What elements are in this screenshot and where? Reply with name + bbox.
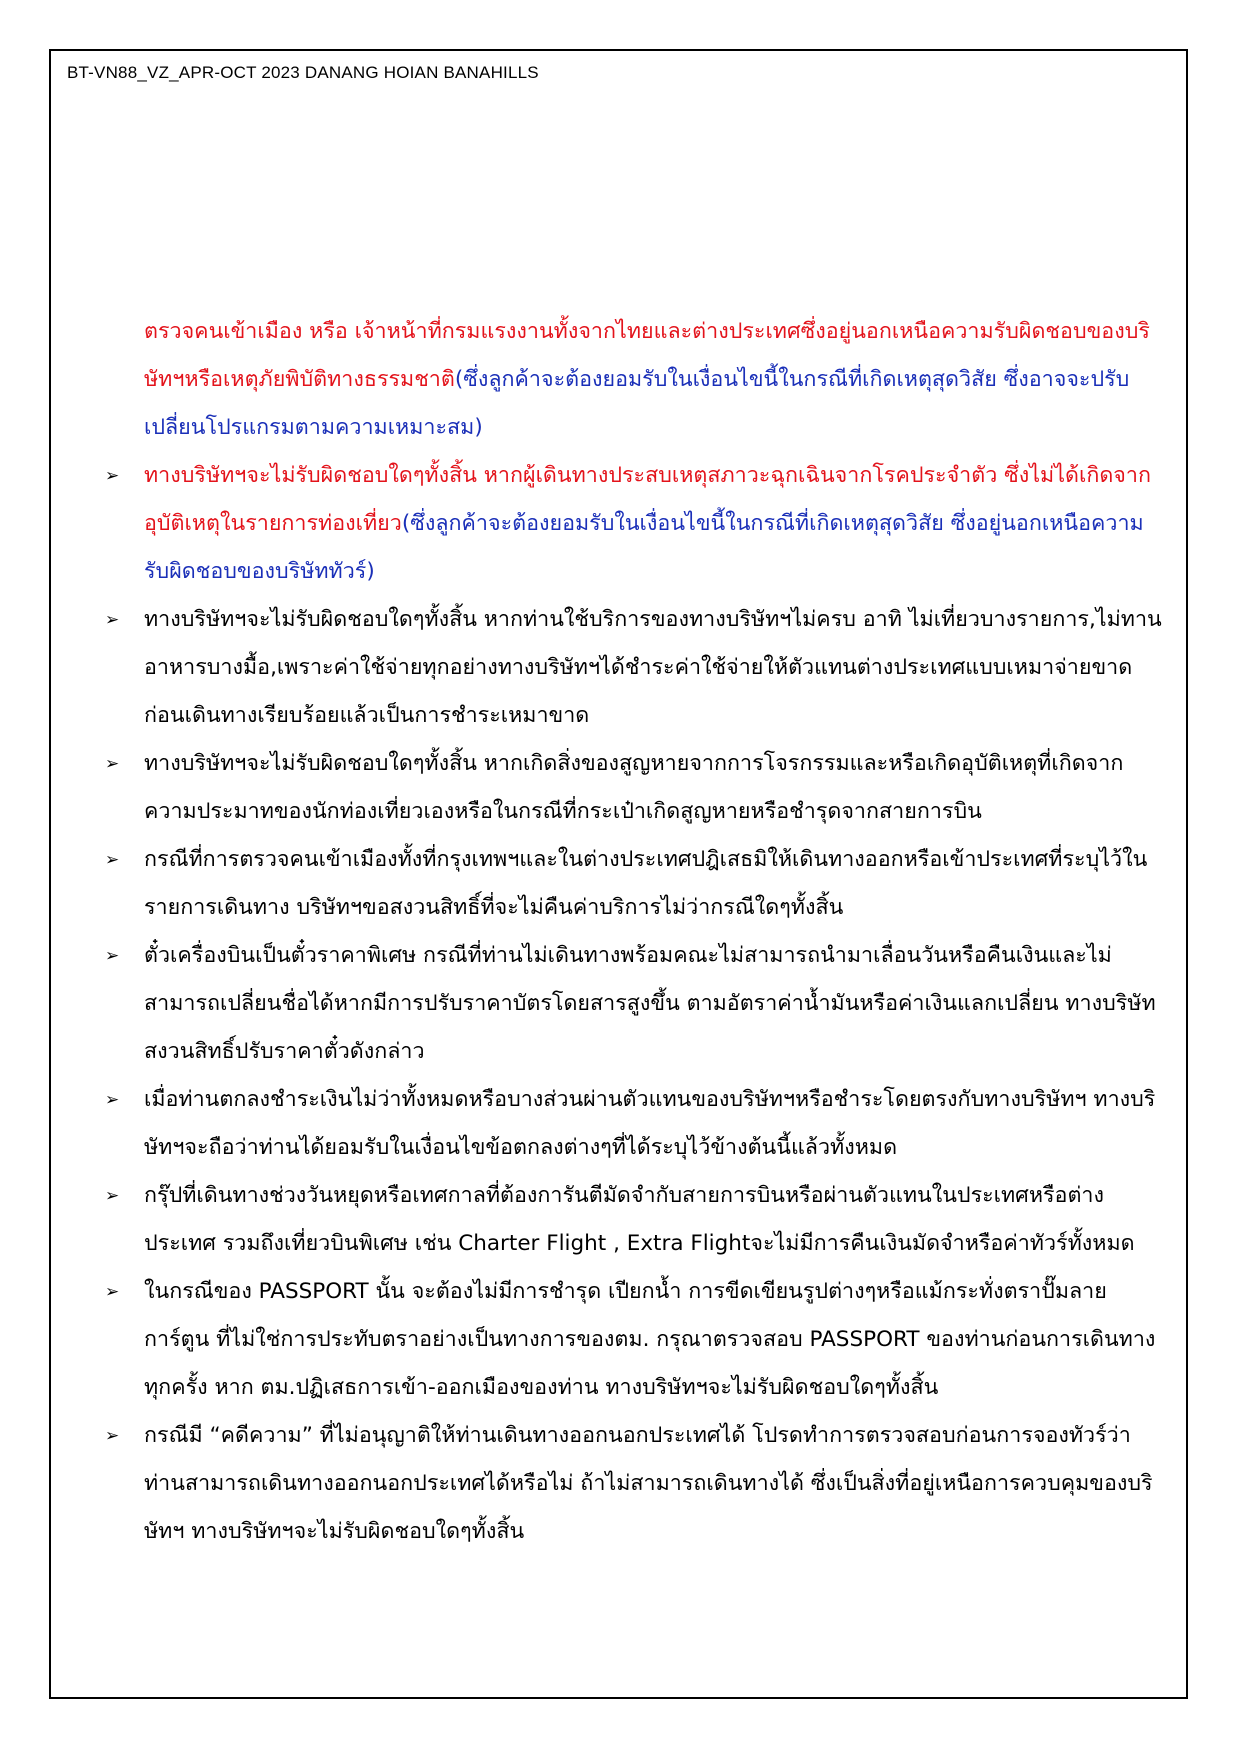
term-item-text — [144, 1412, 1168, 1556]
term-item — [103, 932, 1168, 1076]
term-item-text — [144, 932, 1168, 1076]
document-header-code: BT-VN88_VZ_APR-OCT 2023 DANANG HOIAN BANAHILLS — [67, 63, 539, 82]
term-item-text — [144, 740, 1168, 836]
term-item-plain-text: กรณีที่การตรวจคนเข้าเมืองทั้งที่กรุงเทพฯและในต่างประเทศปฎิเสธมิให้เดินทางออกหรือเข้าประเทศที่ระบุไว้ในรายการเดินทาง บริษัทฯขอสงวนสิทธิ์ที่จะไม่คืนค่าบริการไม่ว่ากรณีใดๆทั้งสิ้น — [144, 847, 1148, 920]
term-item-text — [144, 596, 1168, 740]
term-item-plain-text: ทางบริษัทฯจะไม่รับผิดชอบใดๆทั้งสิ้น หากเกิดสิ่งของสูญหายจากการโจรกรรมและหรือเกิดอุบัติเหตุที่เกิดจากความประมาทของนักท่องเที่ยวเองหรือในกรณีที่กระเป๋าเกิดสูญหายหรือชำรุดจากสายการบิน — [144, 751, 1124, 824]
intro-blue-text: (ซึ่งลูกค้าจะต้องยอมรับในเงื่อนไขนี้ในกรณีที่เกิดเหตุสุดวิสัย ซึ่งอาจจะปรับเปลี่ยนโปรแกรมตามความเหมาะสม) — [144, 367, 1130, 440]
term-item — [103, 1412, 1168, 1556]
term-item-plain-text: เมื่อท่านตกลงชำระเงินไม่ว่าทั้งหมดหรือบางส่วนผ่านตัวแทนของบริษัทฯหรือชำระโดยตรงกับทางบริษัทฯ ทางบริษัทฯจะถือว่าท่านได้ยอมรับในเงื่อนไขข้อตกลงต่างๆที่ได้ระบุไว้ข้างต้นนี้แล้วทั้งหมด — [144, 1087, 1156, 1160]
arrow-bullet-icon: ➢ — [105, 850, 120, 870]
term-item-text — [144, 1076, 1168, 1172]
term-item-text — [144, 836, 1168, 932]
intro-red-text: ตรวจคนเข้าเมือง หรือ เจ้าหน้าที่กรมแรงงานทั้งจากไทยและต่างประเทศซึ่งอยู่นอกเหนือความรับผิดชอบของบริษัทฯหรือเหตุภัยพิบัติทางธรรมชาติ — [144, 319, 1150, 392]
term-item-blue-text: (ซึ่งลูกค้าจะต้องยอมรับในเงื่อนไขนี้ในกรณีที่เกิดเหตุสุดวิสัย ซึ่งอยู่นอกเหนือความรับผิดชอบของบริษัททัวร์) — [144, 511, 1144, 584]
term-item — [103, 1076, 1168, 1172]
arrow-bullet-icon: ➢ — [105, 754, 120, 774]
term-item-plain-text: ทางบริษัทฯจะไม่รับผิดชอบใดๆทั้งสิ้น หากท่านใช้บริการของทางบริษัทฯไม่ครบ อาทิ ไม่เที่ยวบางรายการ,ไม่ทานอาหารบางมื้อ,เพราะค่าใช้จ่ายทุกอย่างทางบริษัทฯได้ชำระค่าใช้จ่ายให้ตัวแทนต่างประเทศแบบเหมาจ่ายขาด ก่อนเดินทางเรียบร้อยแล้วเป็นการชำระเหมาขาด — [144, 607, 1162, 728]
arrow-bullet-icon: ➢ — [105, 1090, 120, 1110]
term-item — [103, 1268, 1168, 1412]
terms-bullet-list — [103, 452, 1168, 1556]
term-item-text — [144, 1268, 1168, 1412]
intro-paragraph — [144, 308, 1168, 452]
term-item-plain-text: กรุ๊ปที่เดินทางช่วงวันหยุดหรือเทศกาลที่ต้องการันตีมัดจำกับสายการบินหรือผ่านตัวแทนในประเทศหรือต่างประเทศ รวมถึงเที่ยวบินพิเศษ เช่น Charter Flight , Extra Flightจะไม่มีการคืนเงินมัดจำหรือค่าทัวร์ทั้งหมด — [144, 1183, 1135, 1256]
arrow-bullet-icon: ➢ — [105, 610, 120, 630]
arrow-bullet-icon: ➢ — [105, 946, 120, 966]
term-item — [103, 740, 1168, 836]
terms-content — [103, 308, 1168, 1556]
term-item — [103, 836, 1168, 932]
term-item-plain-text: ในกรณีของ PASSPORT นั้น จะต้องไม่มีการชำรุด เปียกน้ำ การขีดเขียนรูปต่างๆหรือแม้กระทั่งตราปั๊มลายการ์ตูน ที่ไม่ใช่การประทับตราอย่างเป็นทางการของตม. กรุณาตรวจสอบ PASSPORT ของท่านก่อนการเดินทางทุกครั้ง หาก ตม.ปฏิเสธการเข้า-ออกเมืองของท่าน ทางบริษัทฯจะไม่รับผิดชอบใดๆทั้งสิ้น — [144, 1279, 1156, 1400]
term-item-plain-text: กรณีมี “คดีความ” ที่ไม่อนุญาติให้ท่านเดินทางออกนอกประเทศได้ โปรดทำการตรวจสอบก่อนการจองทัวร์ว่าท่านสามารถเดินทางออกนอกประเทศได้หรือไม่ ถ้าไม่สามารถเดินทางได้ ซึ่งเป็นสิ่งที่อยู่เหนือการควบคุมของบริษัทฯ ทางบริษัทฯจะไม่รับผิดชอบใดๆทั้งสิ้น — [144, 1423, 1153, 1544]
arrow-bullet-icon: ➢ — [105, 1282, 120, 1302]
term-item-text — [144, 1172, 1168, 1268]
term-item — [103, 1172, 1168, 1268]
page-frame — [49, 49, 1188, 1699]
arrow-bullet-icon: ➢ — [105, 1426, 120, 1446]
term-item-red-text: ทางบริษัทฯจะไม่รับผิดชอบใดๆทั้งสิ้น หากผู้เดินทางประสบเหตุสภาวะฉุกเฉินจากโรคประจำตัว ซึ่งไม่ได้เกิดจากอุบัติเหตุในรายการท่องเที่ยว — [144, 463, 1151, 536]
arrow-bullet-icon: ➢ — [105, 1186, 120, 1206]
term-item — [103, 452, 1168, 596]
term-item — [103, 596, 1168, 740]
term-item-text — [144, 452, 1168, 596]
arrow-bullet-icon: ➢ — [105, 466, 120, 486]
term-item-plain-text: ตั๋วเครื่องบินเป็นตั๋วราคาพิเศษ กรณีที่ท่านไม่เดินทางพร้อมคณะไม่สามารถนำมาเลื่อนวันหรือคืนเงินและไม่สามารถเปลี่ยนชื่อได้หากมีการปรับราคาบัตรโดยสารสูงขึ้น ตามอัตราค่าน้ำมันหรือค่าเงินแลกเปลี่ยน ทางบริษัท สงวนสิทธิ์ปรับราคาตั๋วดังกล่าว — [144, 943, 1156, 1064]
